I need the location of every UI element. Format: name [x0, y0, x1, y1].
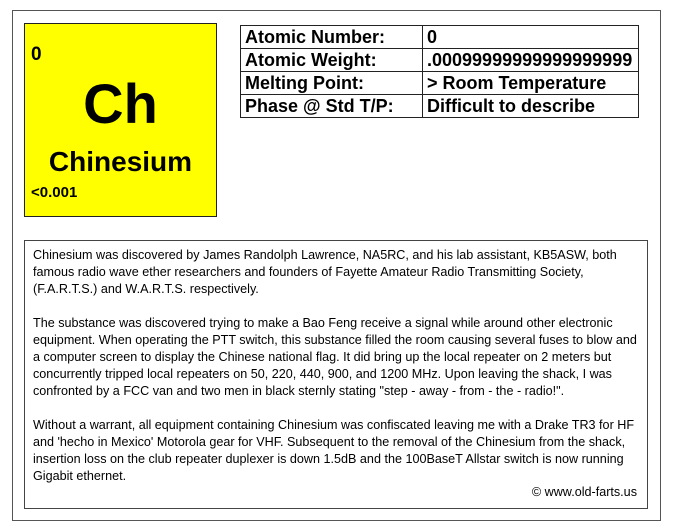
- property-row: [241, 95, 639, 118]
- atomic-weight: <0.001: [31, 184, 78, 201]
- description-box: [24, 240, 648, 509]
- property-row: [241, 49, 639, 72]
- property-label: Atomic Number:: [241, 26, 423, 49]
- copyright-notice: © www.old-farts.us: [531, 485, 637, 499]
- element-symbol: Ch: [83, 72, 158, 135]
- property-row: [241, 72, 639, 95]
- property-row: [241, 26, 639, 49]
- property-label: Melting Point:: [241, 72, 423, 95]
- property-value: 0: [423, 26, 639, 49]
- property-value: .00099999999999999999: [423, 49, 639, 72]
- element-name: Chinesium: [48, 146, 193, 177]
- property-value: Difficult to describe: [423, 95, 639, 118]
- description-paragraph: The substance was discovered trying to make a Bao Feng receive a signal while around other electronic equipment. When operating the PTT switch, this substance filled the room causing several fuses to blow and a computer screen to display the Chinese national flag. It did bring up the local repeater on 2 meters but concurrently tripped local repeaters on 50, 220, 440, 900, and 1200 MHz. Upon leaving the shack, I was confronted by a FCC van and two men in black sternly stating "step - away - from - the - radio!".: [33, 316, 637, 398]
- atomic-number: 0: [31, 44, 42, 65]
- property-label: Phase @ Std T/P:: [241, 95, 423, 118]
- description-paragraph: Chinesium was discovered by James Randolph Lawrence, NA5RC, and his lab assistant, KB5ASW, both famous radio wave ether researchers and founders of Fayette Amateur Radio Transmitting Society, (F.A.R.T.S.) and W.A.R.T.S. respectively.: [33, 248, 617, 296]
- description-paragraph: Without a warrant, all equipment containing Chinesium was confiscated leaving me with a Drake TR3 for HF and 'hecho in Mexico' Motorola gear for VHF. Subsequent to the removal of the Chinesium from the shack, insertion loss on the club repeater duplexer is down 1.5dB and the 100BaseT Allstar switch is now running Gigabit ethernet.: [33, 418, 635, 483]
- property-label: Atomic Weight:: [241, 49, 423, 72]
- element-tile: [24, 23, 217, 217]
- properties-table: [240, 25, 639, 118]
- property-value: > Room Temperature: [423, 72, 639, 95]
